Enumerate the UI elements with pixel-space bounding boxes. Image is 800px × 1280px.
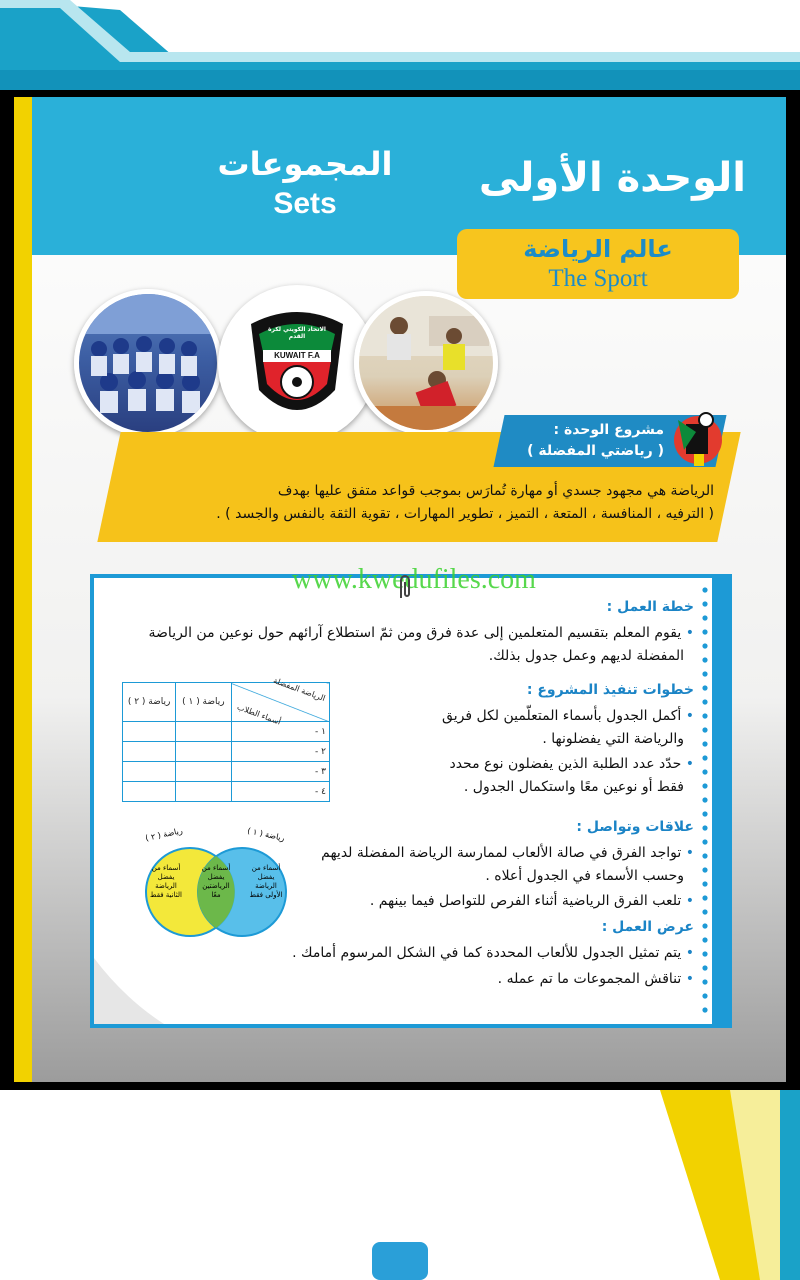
steps-bullet-2-line-2: فقط أو نوعين معًا واستكمال الجدول .: [463, 779, 684, 795]
plan-line-1-text: يقوم المعلم بتقسيم المتعلمين إلى عدة فرق ومن ثمّ استطلاع آرائهم حول نوعين من الرياضة: [148, 625, 682, 641]
activity-panel: [90, 564, 732, 1028]
students-table: [122, 675, 330, 802]
steps-bullet-2: [344, 753, 694, 776]
lesson-title-box: [457, 229, 739, 299]
unit-title: الوحدة الأولى: [478, 155, 746, 201]
handball-players-image: [359, 296, 493, 430]
paperclip-icon: [394, 574, 416, 600]
project-label: مشروع الوحدة :: [553, 422, 664, 438]
table-row-number: ١ -: [231, 722, 329, 742]
table-row-number: ٢ -: [231, 742, 329, 762]
steps-bullet-2-line-1: حدّد عدد الطلبة الذين يفضلون نوع محدد: [449, 756, 682, 772]
bullet-icon: •: [681, 893, 694, 909]
relations-bullet-1-line-2: وحسب الأسماء في الجدول أعلاه .: [485, 868, 684, 884]
bullet-icon: •: [681, 971, 694, 987]
emblem-english-text: KUWAIT F.A: [274, 351, 320, 360]
venn-right-only: أسماء من يفضل الرياضة الأولى فقط: [249, 864, 283, 899]
plan-title: خطة العمل :: [606, 599, 694, 615]
table-header-names: أسماء الطلاب: [235, 702, 282, 727]
table-diagonal-header: [231, 675, 329, 727]
table-header-sport: الرياضة المفضلة: [272, 675, 327, 704]
left-yellow-edge: [14, 97, 32, 1082]
bullet-icon: •: [681, 845, 694, 861]
table-row-number: ٣ -: [231, 762, 329, 782]
chapter-title-en: Sets: [273, 187, 337, 220]
relations-bullet-1-line-1: تواجد الفرق في صالة الألعاب لممارسة الرياضة المفضلة لديهم: [321, 845, 682, 861]
project-name: ( رياضتي المفضلة ): [527, 443, 664, 459]
present-bullet-1: [234, 942, 694, 965]
steps-title: خطوات تنفيذ المشروع :: [526, 682, 694, 698]
bottom-decor: [0, 1090, 800, 1280]
venn-label-sport1: رياضة ( ١ ): [246, 826, 286, 843]
emblem-photo: [218, 285, 376, 443]
kuwait-fa-emblem: [223, 290, 371, 438]
relations-bullet-1: [284, 842, 694, 865]
venn-left-only: أسماء من يفضل الرياضة الثانية فقط: [150, 864, 182, 899]
binder-dots: [700, 578, 710, 1024]
team-players-image: [79, 294, 217, 432]
page-curl-decoration: [94, 958, 164, 1024]
venn-both: أسماء من يفضل الرياضتين معًا: [201, 864, 231, 899]
table-col2-header: رياضة ( ٢ ): [123, 683, 176, 722]
activity-panel-inner: [94, 564, 712, 1024]
table-row: [123, 762, 330, 782]
present-bullet-2-text: تناقش المجموعات ما تم عمله .: [497, 971, 682, 987]
table-row: [123, 782, 330, 802]
bullet-icon: •: [681, 756, 694, 772]
present-bullet-1-text: يتم تمثيل الجدول للألعاب المحددة كما في الشكل المرسوم أمامك .: [292, 945, 682, 961]
steps-bullet-1-line-1: أكمل الجدول بأسماء المتعلّمين لكل فريق: [442, 708, 682, 724]
trophy-players-icon: [666, 410, 728, 470]
team-photo: [74, 289, 222, 437]
book-page: [14, 97, 786, 1082]
lesson-title-ar: عالم الرياضة: [523, 235, 673, 263]
steps-bullet-1: [344, 705, 694, 728]
handball-photo: [354, 291, 498, 435]
top-decor: [0, 0, 800, 90]
relations-bullet-2-text: تلعب الفرق الرياضية أثناء الفرص للتواصل فيما بينهم .: [369, 893, 682, 909]
top-swoosh: [0, 0, 800, 90]
bullet-icon: •: [681, 945, 694, 961]
project-text-line-2: ( الترفيه ، المنافسة ، المتعة ، التميز ، تطوير المهارات ، تقوية الثقة بالنفس والجسد ) .: [216, 506, 714, 522]
emblem-arabic-text: الاتحاد الكويتي لكرة القدم: [268, 326, 326, 340]
chapter-title-ar: المجموعات: [217, 145, 393, 183]
watermark: www.kwedufiles.com: [292, 564, 536, 595]
present-title: عرض العمل :: [601, 919, 694, 935]
lesson-title-en: The Sport: [548, 265, 648, 292]
table-row-number: ٤ -: [231, 782, 329, 802]
venn-diagram: [130, 826, 300, 950]
present-bullet-2: [234, 968, 694, 991]
table-col1-header: رياضة ( ١ ): [176, 683, 231, 722]
plan-line-1: [124, 622, 694, 645]
project-text-line-1: الرياضة هي مجهود جسدي أو مهارة تُمارَس بموجب قواعد متفق عليها بهدف: [277, 483, 714, 499]
relations-title: علاقات وتواصل :: [576, 819, 694, 835]
steps-bullet-1-line-2: والرياضة التي يفضلونها .: [542, 731, 684, 747]
relations-bullet-2: [284, 890, 694, 913]
table-row: [123, 742, 330, 762]
table-row: [123, 722, 330, 742]
bullet-icon: •: [681, 708, 694, 724]
plan-line-2: المفضلة لديهم وعمل جدول بذلك.: [488, 648, 684, 664]
venn-label-sport2: رياضة ( ٢ ): [144, 826, 184, 843]
bullet-icon: •: [681, 625, 694, 641]
